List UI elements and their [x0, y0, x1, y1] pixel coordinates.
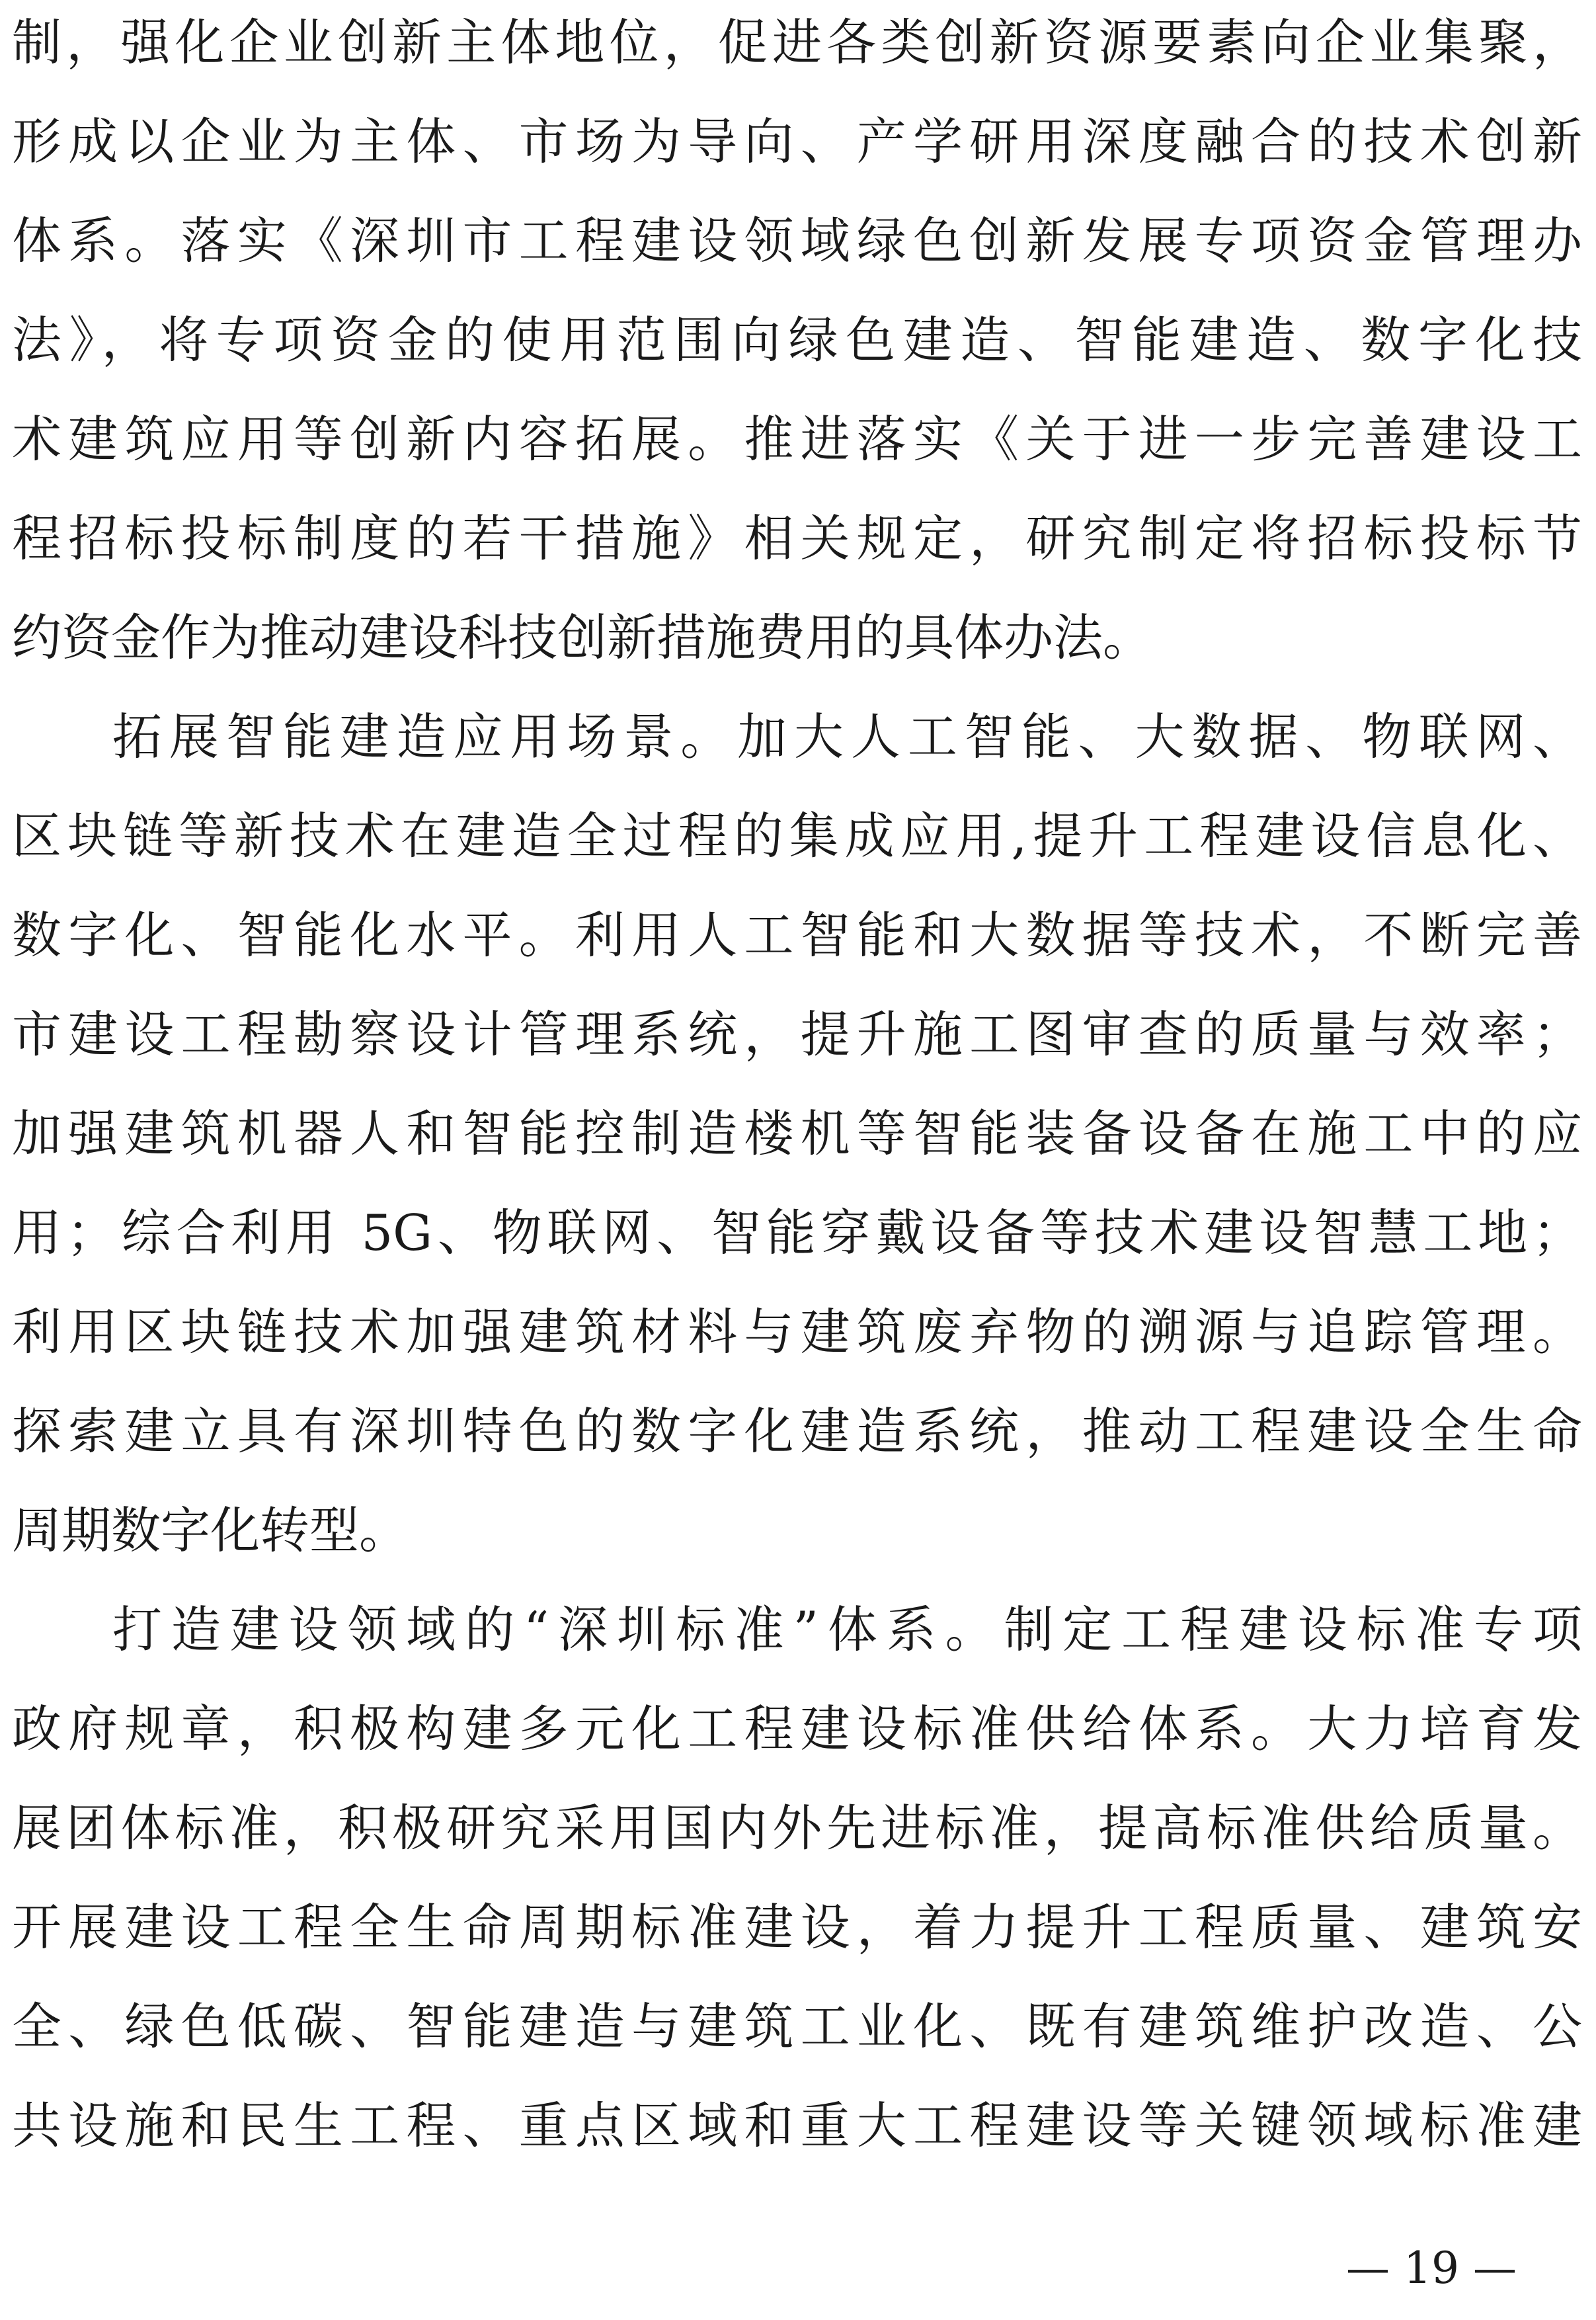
body-text-line: 加强建筑机器人和智能控制造楼机等智能装备设备在施工中的应	[12, 1104, 1582, 1163]
body-text-line: 法》，将专项资金的使用范围向绿色建造、智能建造、数字化技	[12, 311, 1582, 369]
paragraph-heading-line: 打造建设领域的“深圳标准”体系。制定工程建设标准专项	[112, 1600, 1582, 1659]
body-text-line: 政府规章，积极构建多元化工程建设标准供给体系。大力培育发	[12, 1700, 1582, 1758]
body-text-line: 开展建设工程全生命周期标准建设，着力提升工程质量、建筑安	[12, 1898, 1582, 1956]
body-text-line: 探索建立具有深圳特色的数字化建造系统，推动工程建设全生命	[12, 1402, 1582, 1460]
body-text-line: 展团体标准，积极研究采用国内外先进标准，提高标准供给质量。	[12, 1799, 1582, 1857]
body-text-line: 程招标投标制度的若干措施》相关规定，研究制定将招标投标节	[12, 509, 1582, 567]
body-text-line: 全、绿色低碳、智能建造与建筑工业化、既有建筑维护改造、公	[12, 1997, 1582, 2055]
body-text-line: 共设施和民生工程、重点区域和重大工程建设等关键领域标准建	[12, 2096, 1582, 2155]
body-text-line: 形成以企业为主体、市场为导向、产学研用深度融合的技术创新	[12, 112, 1582, 171]
page-number: — 19 —	[1346, 2243, 1517, 2294]
body-text-line: 约资金作为推动建设科技创新措施费用的具体办法。	[12, 608, 1153, 667]
body-text-line: 制，强化企业创新主体地位，促进各类创新资源要素向企业集聚，	[12, 13, 1582, 71]
body-text-line: 周期数字化转型。	[12, 1501, 409, 1559]
body-text-line: 术建筑应用等创新内容拓展。推进落实《关于进一步完善建设工	[12, 410, 1582, 468]
body-text-line: 区块链等新技术在建造全过程的集成应用,提升工程建设信息化、	[12, 807, 1582, 865]
body-text-line: 利用区块链技术加强建筑材料与建筑废弃物的溯源与追踪管理。	[12, 1303, 1582, 1361]
body-text-line: 体系。落实《深圳市工程建设领域绿色创新发展专项资金管理办	[12, 212, 1582, 270]
body-text-line: 用；综合利用 5G、物联网、智能穿戴设备等技术建设智慧工地；	[12, 1204, 1582, 1262]
paragraph-heading-line: 拓展智能建造应用场景。加大人工智能、大数据、物联网、	[112, 708, 1582, 766]
body-text-line: 市建设工程勘察设计管理系统，提升施工图审查的质量与效率；	[12, 1005, 1582, 1063]
body-text-line: 数字化、智能化水平。利用人工智能和大数据等技术，不断完善	[12, 906, 1582, 964]
